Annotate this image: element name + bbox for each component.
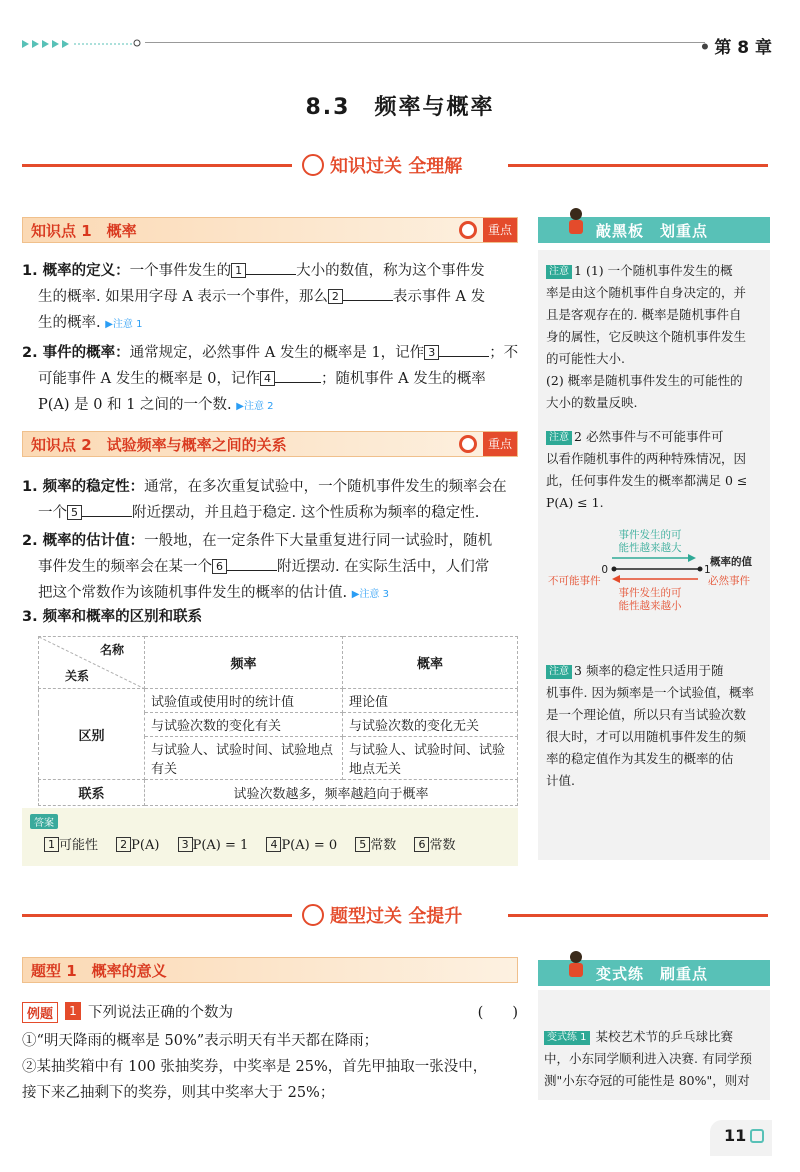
header-decoration xyxy=(22,38,142,50)
note-link-1[interactable]: ▶注意 1 xyxy=(105,319,143,330)
section-label: 知识点 1 概率 xyxy=(31,222,137,240)
answer-paren: ( ) xyxy=(477,1005,518,1021)
target-icon xyxy=(459,221,477,239)
col-header-probability: 概率 xyxy=(343,637,518,689)
student-icon xyxy=(564,950,588,984)
key-point-badge: 重点 xyxy=(483,432,517,456)
page-number: 11 xyxy=(710,1120,772,1156)
section-label: 题型 1 概率的意义 xyxy=(31,962,167,980)
answer-item: 2 P(A) xyxy=(116,838,159,853)
certain-label: 必然事件 xyxy=(708,575,750,587)
answer-item: 1 可能性 xyxy=(44,838,98,853)
zero-point xyxy=(612,567,617,572)
example-options xyxy=(22,1028,522,1106)
table-row xyxy=(39,689,518,713)
table-cell: 与试验次数的变化有关 xyxy=(145,713,343,737)
row-header-link: 联系 xyxy=(39,780,145,806)
decrease-arrowhead xyxy=(612,575,620,583)
section-header-k2 xyxy=(22,431,518,457)
impossible-label: 不可能事件 xyxy=(548,575,601,587)
key-point-badge: 重点 xyxy=(483,218,517,242)
table-cell: 试验值或使用时的统计值 xyxy=(145,689,343,713)
right-panel-header-1: 敲黑板 划重点 xyxy=(538,217,770,243)
table-cell: 试验次数越多，频率越趋向于概率 xyxy=(145,780,518,806)
page-title: 8.3 频率与概率 xyxy=(305,95,495,120)
note-1: 注意 1 (1) 一个随机事件发生的概 率是由这个随机事件自身决定的，并 且是客观存在的. 概率是随机事件自 身的属性，它反映这个随机事件发生 的可能性大小. (2) 概率是随机事件发生的可能性的 大小的数量反映. xyxy=(546,263,747,410)
row-header-difference: 区别 xyxy=(39,689,145,780)
answer-list xyxy=(44,834,469,853)
diagram-up-2: 能性越来越大 xyxy=(618,542,682,554)
zero-label: 0 xyxy=(601,564,608,576)
teacher-icon xyxy=(564,207,588,241)
k2-compare-heading: 3. 频率和概率的区别和联系 xyxy=(22,609,203,625)
banner-title: 题型过关 全提升 xyxy=(330,906,463,927)
example-number: 1 xyxy=(65,1002,81,1020)
table-cell: 理论值 xyxy=(343,689,518,713)
variant-practice-panel xyxy=(538,990,770,1100)
section-header-k1 xyxy=(22,217,518,243)
answer-box xyxy=(22,808,518,866)
k2-stability: 1. 频率的稳定性：通常，在多次重复试验中，一个随机事件发生的频率会在 一个 5 附近摆动，并且趋于稳定. 这个性质称为频率的稳定性. xyxy=(22,479,507,521)
swirl-icon xyxy=(302,904,324,926)
answer-item: 3 P(A) = 1 xyxy=(178,838,249,853)
note-2: 注意 2 必然事件与不可能事件可 以看作随机事件的两种特殊情况，因 此，任何事件发生的概率都满足 0 ≤ P(A) ≤ 1. xyxy=(546,429,748,510)
example-question: 下列说法正确的个数为 ( ) xyxy=(88,1000,518,1026)
k2-estimate: 2. 概率的估计值：一般地，在一定条件下大量重复进行同一试验时，随机 事件发生的频率会在某一个 6 附近摆动. 在实际生活中，人们常 把这个常数作为该随机事件发生的概率的估计值. ▶注意 3 xyxy=(22,533,493,601)
diagram-down-2: 能性越来越小 xyxy=(618,600,682,612)
diagram-down-1: 事件发生的可 xyxy=(618,587,682,599)
probability-range-diagram xyxy=(538,526,770,618)
answer-item: 5 常数 xyxy=(355,838,396,853)
k1-event-probability: 2. 事件的概率：通常规定，必然事件 A 发生的概率是 1，记作 3 ；不 可能事件 A 发生的概率是 0，记作 4 ；随机事件 A 发生的概率 P(A) 是 0 和 1 之间的一个数. ▶注意 2 xyxy=(22,345,519,413)
answer-item: 6 常数 xyxy=(414,838,455,853)
example-label: 例题 xyxy=(22,1002,58,1023)
answer-label: 答案 xyxy=(30,814,58,829)
questions-banner xyxy=(22,900,768,934)
option-2: ②某抽奖箱中有 100 张抽奖券，中奖率是 25%，首先甲抽取一张没中， xyxy=(22,1059,488,1075)
k1-definition: 1. 概率的定义：一个事件发生的 1 大小的数值，称为这个事件发 生的概率. 如果用字母 A 表示一个事件，那么 2 表示事件 A 发 生的概率. ▶注意 1 xyxy=(22,263,486,331)
table-cell: 与试验人、试验时间、试验地点有关 xyxy=(145,737,343,780)
col-header-frequency: 频率 xyxy=(145,637,343,689)
variant-1: 变式练 1 某校艺术节的乒乓球比赛 中，小东同学顺利进入决赛. 有同学预 测"小东夺冠的可能性是 80%"，则对 xyxy=(544,1029,752,1088)
target-icon xyxy=(459,435,477,453)
value-label: 概率的值 xyxy=(710,556,752,568)
section-header-q1 xyxy=(22,957,518,983)
option-2-cont: 接下来乙抽剩下的奖券，则其中奖率大于 25%； xyxy=(22,1085,335,1101)
table-row xyxy=(39,780,518,806)
table-corner: 名称 关系 xyxy=(39,637,145,689)
banner-title: 知识过关 全理解 xyxy=(330,156,463,177)
section-label: 知识点 2 试验频率与概率之间的关系 xyxy=(31,436,287,454)
increase-arrowhead xyxy=(688,554,696,562)
note-3: 注意 3 频率的稳定性只适用于随 机事件. 因为频率是一个试验值，概率 是一个理论值，所以只有当试验次数 很大时，才可以用随机事件发生的频 率的稳定值作为其发生的概率的估 计值. xyxy=(546,663,754,788)
page-mark-icon xyxy=(750,1129,764,1143)
note-link-3[interactable]: ▶注意 3 xyxy=(351,589,389,600)
one-label: 1 xyxy=(704,564,711,576)
chapter-label: • 第 8 章 xyxy=(699,38,772,58)
header-rule xyxy=(145,42,705,43)
table-cell: 与试验次数的变化无关 xyxy=(343,713,518,737)
frequency-probability-table xyxy=(38,636,518,806)
option-1: ①“明天降雨的概率是 50%”表示明天有半天都在降雨； xyxy=(22,1033,379,1049)
swirl-icon xyxy=(302,154,324,176)
note-link-2[interactable]: ▶注意 2 xyxy=(236,401,274,412)
knowledge-banner xyxy=(22,150,768,184)
diagram-up-1: 事件发生的可 xyxy=(618,529,682,541)
answer-item: 4 P(A) = 0 xyxy=(266,838,337,853)
table-cell: 与试验人、试验时间、试验地点无关 xyxy=(343,737,518,780)
one-point xyxy=(698,567,703,572)
right-panel-header-2: 变式练 刷重点 xyxy=(538,960,770,986)
